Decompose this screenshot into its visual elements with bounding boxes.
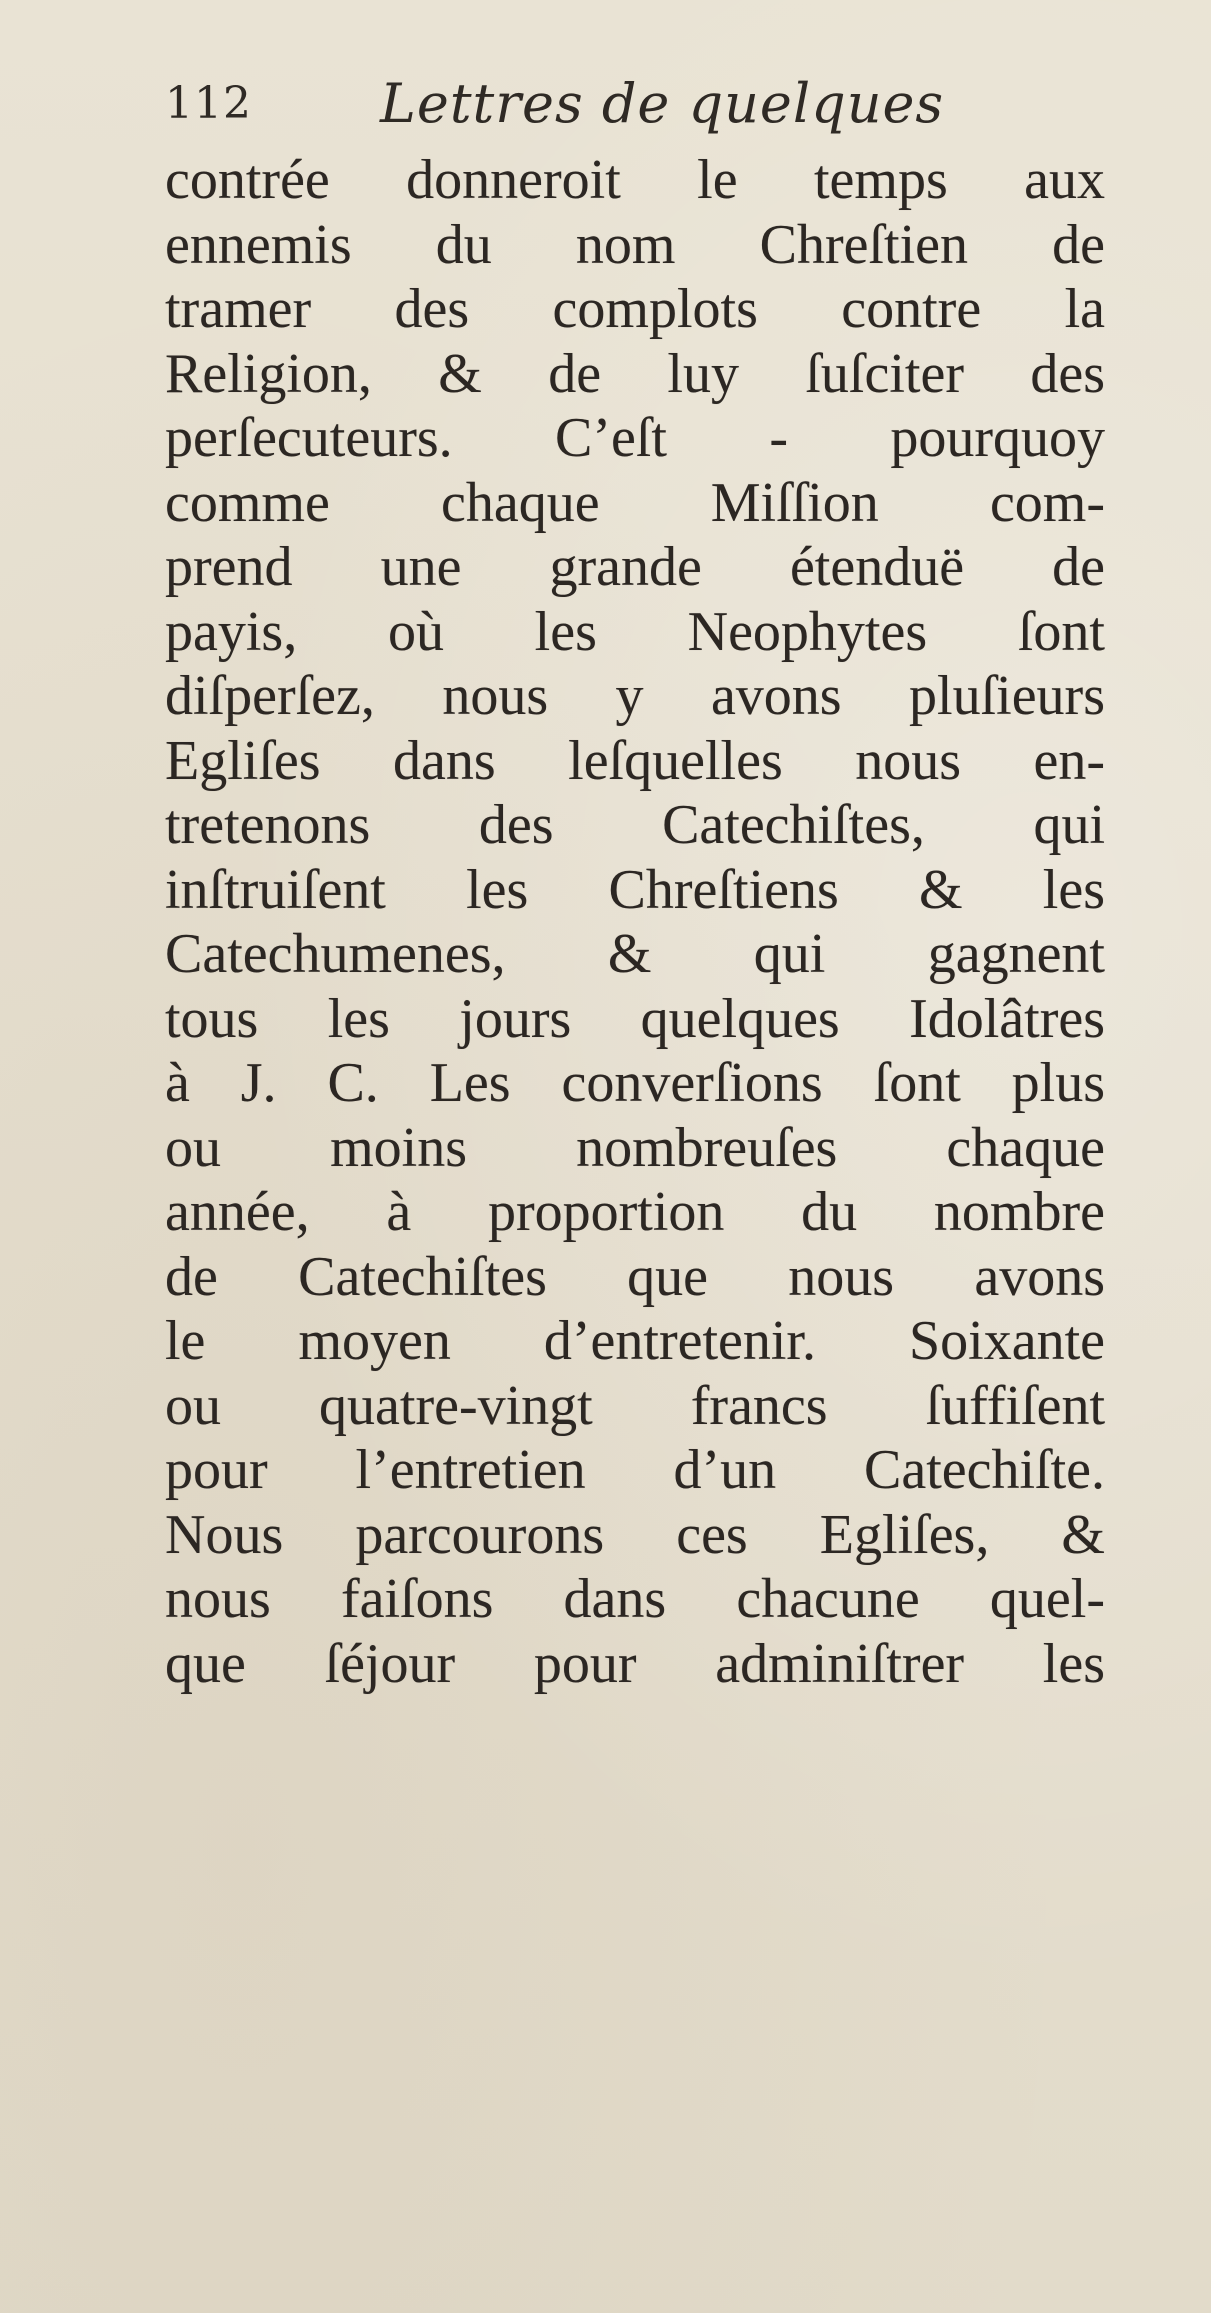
text-line: ennemis du nom Chreſtien de <box>165 213 1105 276</box>
text-line: pour l’entretien d’un Catechiſte. <box>165 1439 1105 1501</box>
text-line: le moyen d’entretenir. Soixante <box>165 1310 1105 1372</box>
text-line: payis, où les Neophytes ſont <box>165 600 1105 663</box>
text-line: Nous parcourons ces Egliſes, & <box>165 1503 1105 1566</box>
text-line: que ſéjour pour adminiſtrer les <box>165 1632 1105 1695</box>
running-title: Lettres de quelques <box>380 72 945 135</box>
text-line: contrée donneroit le temps aux <box>165 149 1105 211</box>
text-line: à J. C. Les converſions ſont plus <box>165 1052 1105 1114</box>
text-line: de Catechiſtes que nous avons <box>165 1245 1105 1308</box>
page-header <box>165 72 1065 142</box>
text-line: ou moins nombreuſes chaque <box>165 1116 1105 1179</box>
text-line: prend une grande étenduë de <box>165 536 1105 598</box>
text-line: Egliſes dans leſquelles nous en- <box>165 729 1105 792</box>
text-line: Catechumenes, & qui gagnent <box>165 923 1105 985</box>
text-line: inſtruiſent les Chreſtiens & les <box>165 858 1105 921</box>
text-line: perſecuteurs. C’eſt - pourquoy <box>165 407 1105 469</box>
text-line: Religion, & de luy ſuſciter des <box>165 342 1105 405</box>
text-line: nous faiſons dans chacune quel- <box>165 1568 1105 1630</box>
body-text <box>165 148 1105 1696</box>
text-line: diſperſez, nous y avons pluſieurs <box>165 665 1105 727</box>
text-line: comme chaque Miſſion com- <box>165 471 1105 534</box>
text-line: année, à proportion du nombre <box>165 1181 1105 1243</box>
text-line: tretenons des Catechiſtes, qui <box>165 794 1105 856</box>
page-number: 112 <box>165 78 252 129</box>
text-line: tramer des complots contre la <box>165 278 1105 340</box>
text-line: tous les jours quelques Idolâtres <box>165 987 1105 1050</box>
text-line: ou quatre-vingt francs ſuffiſent <box>165 1374 1105 1437</box>
